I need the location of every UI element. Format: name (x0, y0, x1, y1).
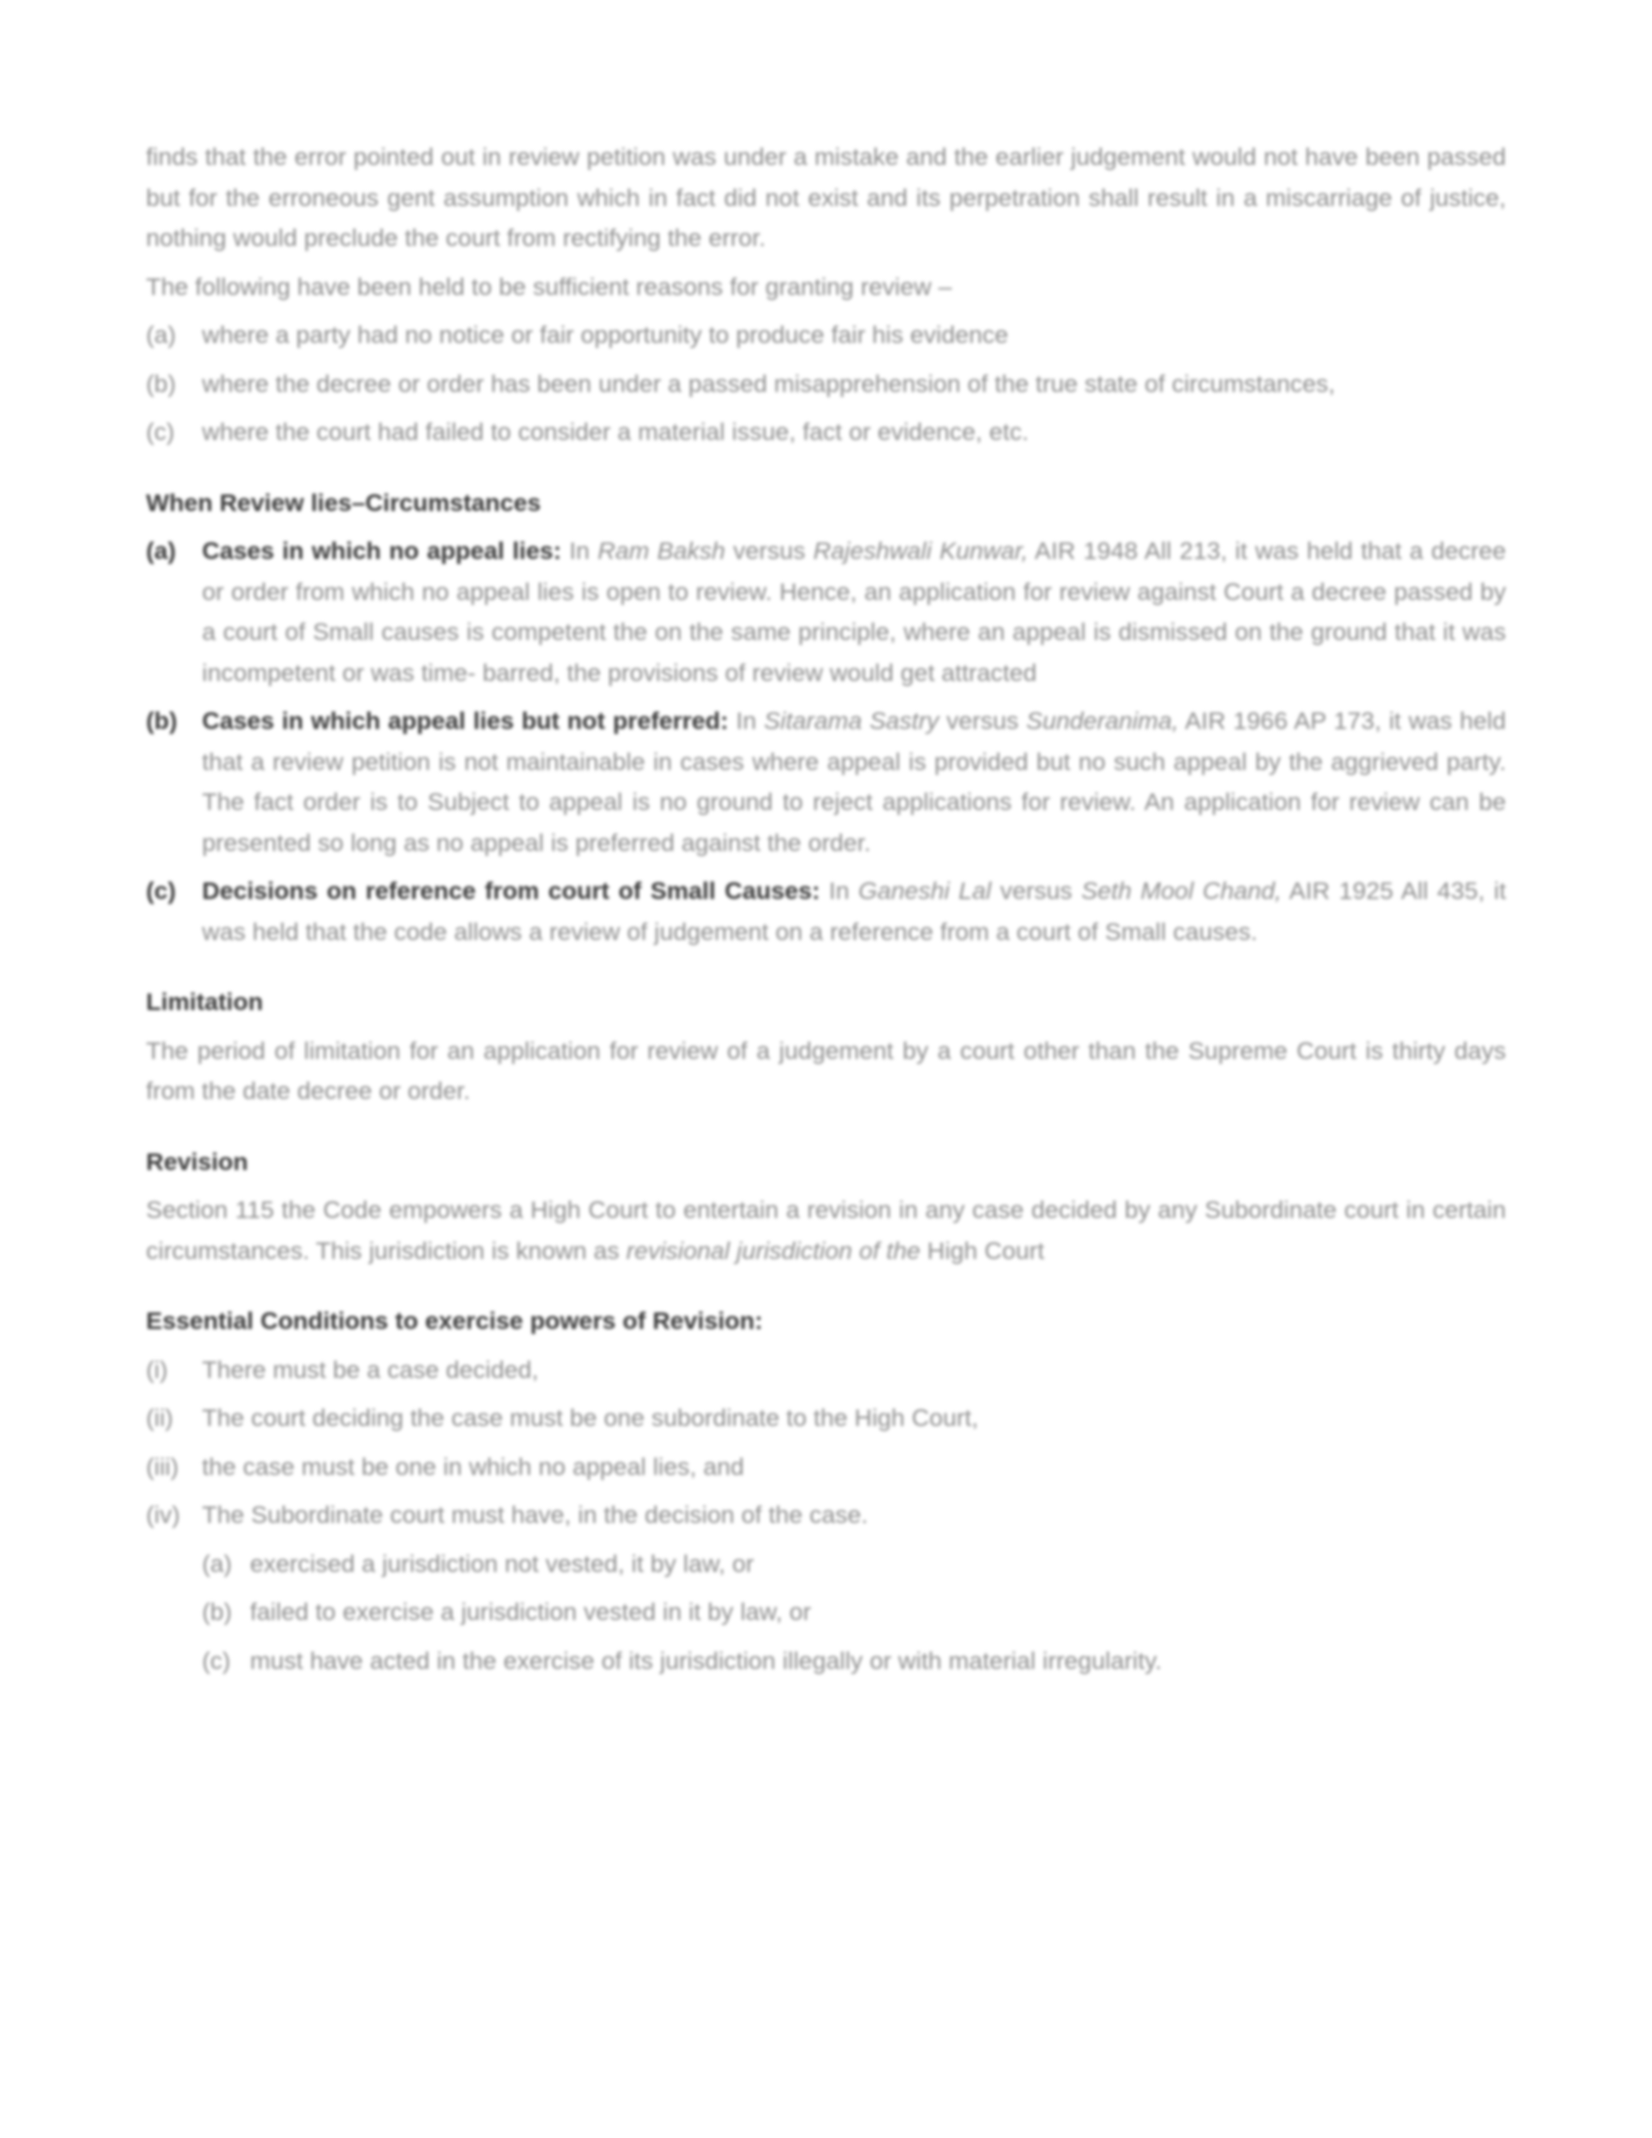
limitation-paragraph: The period of limitation for an application for review of a judgement by a court other than the Supreme Court is thirty days from the date decree or order. (146, 1037, 1506, 1105)
list-text: The court deciding the case must be one subordinate to the High Court, (202, 1405, 979, 1432)
case-name: Sunderanima, (1026, 708, 1179, 735)
case-name: Seth Mool Chand, (1081, 878, 1282, 905)
list-item (146, 1399, 1506, 1440)
item-lead: Decisions on reference from court of Small Causes: (202, 878, 820, 905)
list-item (146, 365, 1506, 406)
list-marker: (c) (146, 878, 176, 905)
list-item (146, 532, 1506, 694)
section-heading-conditions: Essential Conditions to exercise powers of Revision: (146, 1308, 763, 1335)
section-heading-limitation: Limitation (146, 989, 264, 1016)
list-marker: (ii) (146, 1405, 174, 1432)
list-text: There must be a case decided, (202, 1356, 539, 1384)
case-name: Ganeshi Lal (858, 878, 992, 905)
list-marker: (b) (146, 708, 178, 735)
sub-list-item (146, 1642, 1506, 1683)
list-text: where the decree or order has been under a passed misapprehension of the true state of circumstances, (202, 370, 1336, 398)
item-text: AIR 1948 All 213, it was held that a decree or order from which no appeal lies is open to review. Hence, an application for review against Court a decree passed by a court of Small causes is competent the on the same principle, where an appeal is dismissed on the ground that it was incompetent or was time- barred, the provisions of review would get attracted (202, 538, 1506, 687)
list-marker: (a) (146, 538, 176, 565)
revision-paragraph (146, 1191, 1506, 1272)
list-item (146, 872, 1506, 953)
sub-list-item (146, 1593, 1506, 1634)
revision-text: Section 115 the Code empowers a High Court to entertain a revision in any case decided by any Subordinate court in certain circumstances. This jurisdiction is known as (146, 1197, 1506, 1265)
item-lead: Cases in which no appeal lies: (202, 538, 562, 565)
list-item (146, 413, 1506, 454)
item-text: In (561, 538, 598, 565)
item-text: In (820, 878, 859, 905)
document-page (146, 138, 1506, 1682)
list-text: failed to exercise a jurisdiction vested in it by law, or (250, 1599, 812, 1626)
list-item (146, 702, 1506, 864)
list-marker: (a) (202, 1550, 232, 1578)
item-text: AIR 1966 AP 173, it was held that a review petition is not maintainable in cases where appeal is provided but no such appeal by the aggrieved party. The fact order is to Subject to appeal is no ground to reject applications for review. An application for review can be presented so long as no appeal is preferred against the order. (202, 708, 1506, 857)
list-marker: (c) (146, 419, 175, 446)
list-marker: (c) (202, 1647, 231, 1675)
intro-paragraph: finds that the error pointed out in review petition was under a mistake and the earlier judgement would not have been passed but for the erroneous gent assumption which in fact did not exist and its perpetration shall result in a miscarriage of justice, nothing would preclude the court from rectifying the error. (146, 144, 1506, 252)
list-marker: (b) (202, 1599, 232, 1626)
section-heading-revision: Revision (146, 1148, 249, 1176)
item-text: versus (991, 878, 1082, 905)
list-marker: (iii) (146, 1453, 179, 1481)
list-text: exercised a jurisdiction not vested, it by law, or (250, 1550, 754, 1578)
item-text: versus (725, 538, 814, 565)
section-heading-when-review: When Review lies–Circumstances (146, 489, 541, 517)
item-text: AIR 1925 All 435, it was held that the code allows a review of judgement on a reference from a court of Small causes. (202, 878, 1506, 946)
revision-text: High Court (920, 1237, 1045, 1265)
sub-list-item (146, 1545, 1506, 1586)
revision-emphasis: revisional jurisdiction of the (626, 1237, 921, 1265)
list-item (146, 1496, 1506, 1537)
list-text: where the court had failed to consider a material issue, fact or evidence, etc. (202, 419, 1029, 446)
list-item (146, 316, 1506, 357)
list-text: where a party had no notice or fair opportunity to produce fair his evidence (202, 322, 1009, 349)
list-marker: (a) (146, 322, 176, 349)
list-text: must have acted in the exercise of its jurisdiction illegally or with material irregularity. (250, 1647, 1162, 1675)
case-name: Ram Baksh (597, 538, 726, 565)
list-item (146, 1448, 1506, 1489)
reasons-lead: The following have been held to be sufficient reasons for granting review – (146, 273, 952, 301)
item-text: In (728, 708, 764, 735)
list-marker: (b) (146, 370, 176, 398)
list-marker: (iv) (146, 1502, 181, 1529)
list-marker: (i) (146, 1356, 168, 1384)
list-text: the case must be one in which no appeal lies, and (202, 1453, 745, 1481)
item-text: versus (938, 708, 1027, 735)
case-name: Sitarama Sastry (763, 708, 939, 735)
list-text: The Subordinate court must have, in the decision of the case. (202, 1502, 868, 1529)
item-lead: Cases in which appeal lies but not preferred: (202, 708, 729, 735)
list-item (146, 1351, 1506, 1392)
case-name: Rajeshwali Kunwar, (813, 538, 1029, 565)
